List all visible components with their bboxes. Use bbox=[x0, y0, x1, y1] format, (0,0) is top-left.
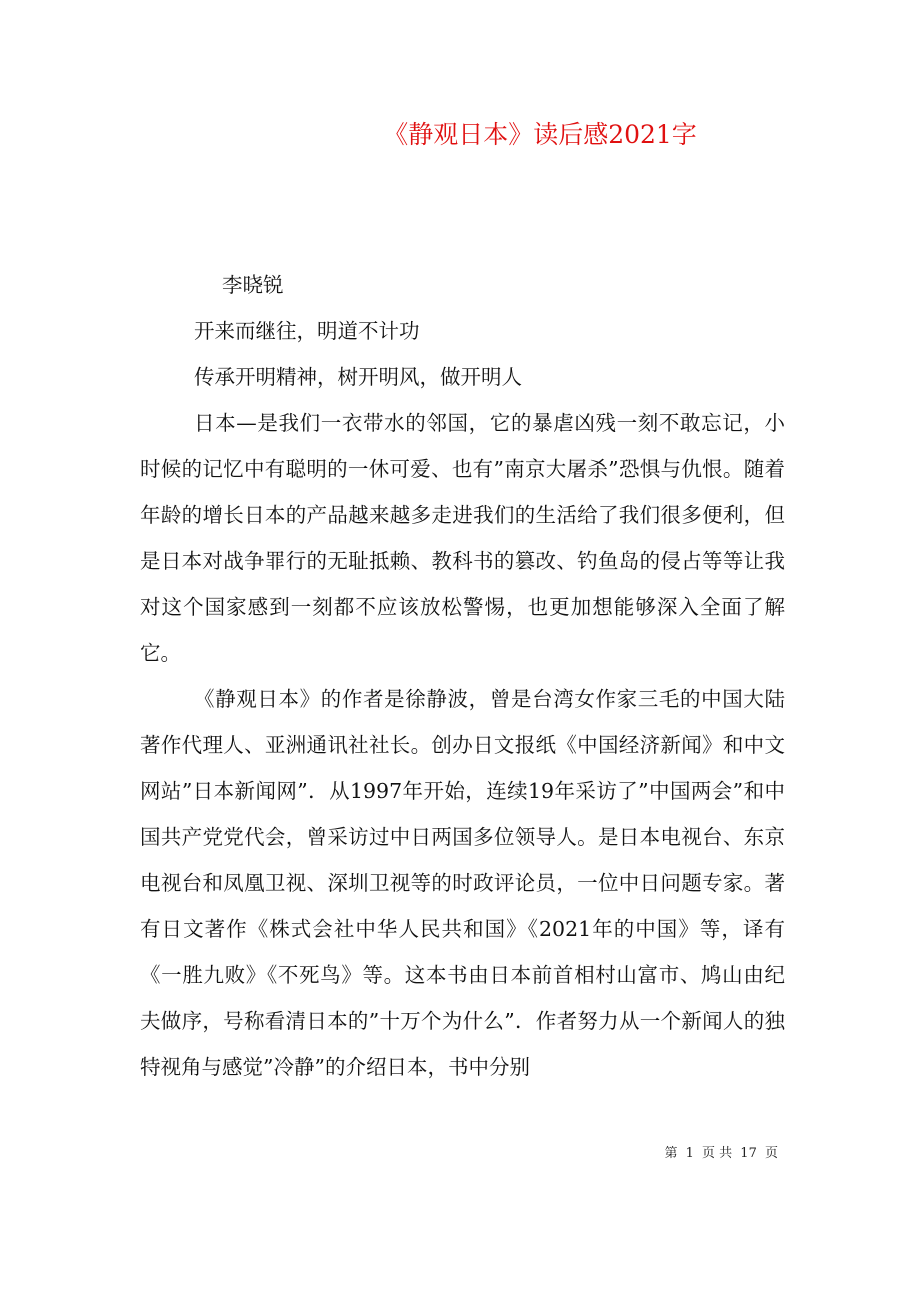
body-paragraph: 日本—是我们一衣带水的邻国，它的暴虐凶残一刻不敢忘记，小时候的记忆中有聪明的一休可爱、也有”南京大屠杀”恐惧与仇恨。随着年龄的增长日本的产品越来越多走进我们的生活给了我们很多便利，但是日本对战争罪行的无耻抵赖、教科书的篡改、钓鱼岛的侵占等等让我对这个国家感到一刻都不应该放松警惕，也更加想能够深入全面了解它。 bbox=[140, 411, 785, 665]
motto-line: 开来而继往，明道不计功 bbox=[194, 319, 420, 343]
page-footer bbox=[0, 1142, 780, 1161]
document-title: 《静观日本》读后感2021字 bbox=[383, 120, 697, 149]
footer-suffix: 页 bbox=[764, 1146, 778, 1161]
footer-prefix: 第 bbox=[664, 1146, 678, 1161]
document-body bbox=[140, 262, 785, 1090]
current-page-number: 1 bbox=[685, 1146, 694, 1161]
motto-line: 传承开明精神，树开明风，做开明人 bbox=[194, 365, 522, 389]
total-page-count: 17 bbox=[740, 1146, 757, 1161]
footer-middle: 页 共 bbox=[702, 1146, 733, 1161]
author-name: 李晓锐 bbox=[222, 273, 284, 297]
body-paragraph: 《静观日本》的作者是徐静波，曾是台湾女作家三毛的中国大陆著作代理人、亚洲通讯社社长。创办日文报纸《中国经济新闻》和中文网站”日本新闻网”．从1997年开始，连续19年采访了”中国两会”和中国共产党党代会，曾采访过中日两国多位领导人。是日本电视台、东京电视台和凤凰卫视、深圳卫视等的时政评论员，一位中日问题专家。著有日文著作《株式会社中华人民共和国》《2021年的中国》等，译有《一胜九败》《不死鸟》等。这本书由日本前首相村山富市、鸠山由纪夫做序，号称看清日本的”十万个为什么”．作者努力从一个新闻人的独特视角与感觉”冷静”的介绍日本，书中分别 bbox=[140, 687, 785, 1079]
